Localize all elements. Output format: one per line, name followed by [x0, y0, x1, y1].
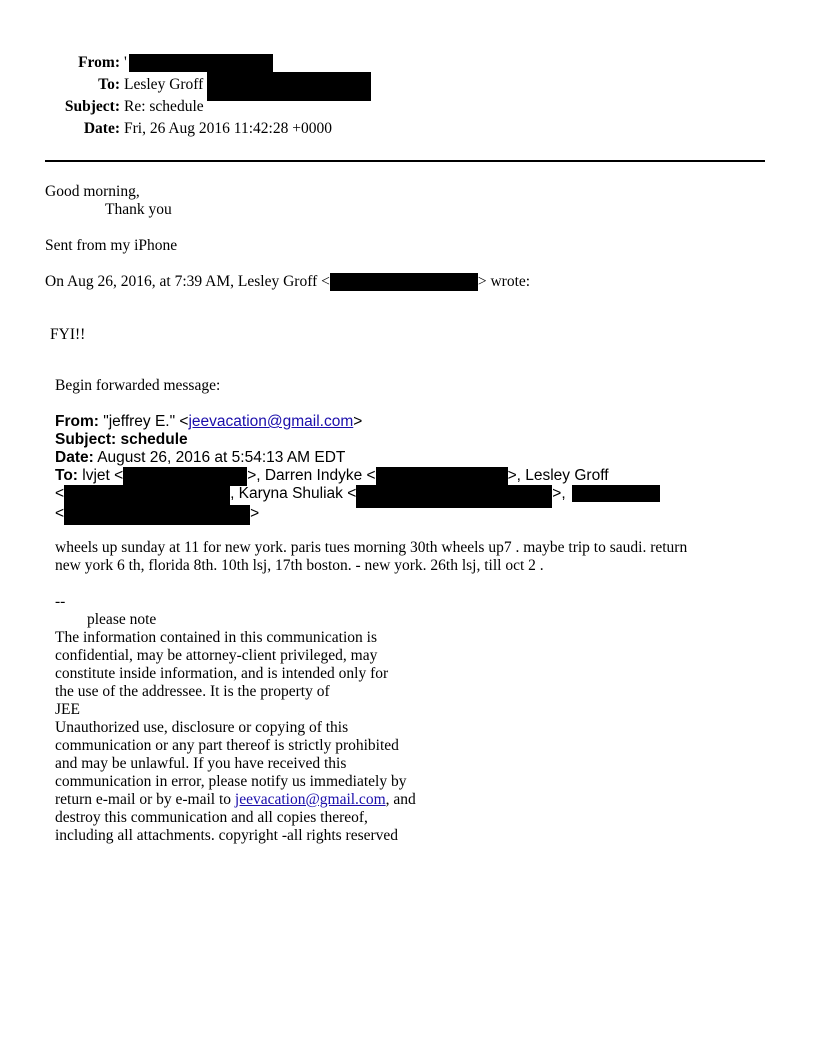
footer-line: communication in error, please notify us immediately by: [55, 773, 407, 790]
quote-intro-before: On Aug 26, 2016, at 7:39 AM, Lesley Groff <: [45, 273, 330, 290]
redaction-box: [64, 485, 230, 506]
quote-intro-after: > wrote:: [477, 273, 531, 290]
fwd-to-part2: >, Darren Indyke <: [247, 467, 376, 484]
redaction-box: [330, 273, 478, 291]
fwd-from-label: From:: [55, 413, 99, 430]
redaction-box: [572, 485, 660, 502]
redaction-box: [376, 467, 508, 486]
to-label: To:: [98, 76, 120, 93]
footer-attachments-line: including all attachments. copyright -all rights reserved: [55, 827, 399, 844]
footer-destroy-line: destroy this communication and all copies thereof,: [55, 809, 368, 826]
fyi-text: FYI!!: [50, 326, 86, 343]
fwd-to-line3-open: <: [55, 505, 65, 522]
fwd-date-value: August 26, 2016 at 5:54:13 AM EDT: [97, 449, 346, 466]
redaction-box: [123, 467, 247, 486]
fwd-to-label: To:: [55, 467, 78, 484]
date-value: Fri, 26 Aug 2016 11:42:28 +0000: [124, 120, 332, 137]
header-divider: [45, 160, 765, 162]
fwd-from-name: "jeffrey E." <: [103, 413, 189, 430]
footer-line: communication or any part thereof is strictly prohibited: [55, 737, 399, 754]
from-prefix: ': [124, 54, 127, 71]
quote-intro: [45, 273, 530, 291]
from-label: From:: [78, 54, 120, 71]
footer-line: and may be unlawful. If you have received this: [55, 755, 347, 772]
from-value: [124, 54, 273, 72]
subject-label: Subject:: [64, 98, 120, 115]
greeting: Good morning,: [45, 183, 140, 200]
footer-email-after: , and: [385, 791, 416, 808]
footer-line: the use of the addressee. It is the property of: [55, 683, 330, 700]
fwd-to-line3-close: >: [250, 505, 260, 522]
redaction-box: [64, 505, 250, 525]
footer-email-line: [55, 791, 416, 809]
to-name: Lesley Groff: [124, 76, 204, 93]
fwd-to-line2-open: <: [55, 485, 65, 502]
fwd-to-line2-mid: , Karyna Shuliak <: [230, 485, 357, 502]
fwd-to-part1: lvjet <: [82, 467, 124, 484]
date-label: Date:: [83, 120, 120, 137]
footer-line: Unauthorized use, disclosure or copying of this: [55, 719, 349, 736]
footer-line: confidential, may be attorney-client privileged, may: [55, 647, 378, 664]
fwd-from-close: >: [353, 413, 363, 430]
fwd-to-part3: >, Lesley Groff: [507, 467, 609, 484]
footer-line: constitute inside information, and is intended only for: [55, 665, 389, 682]
signature: Sent from my iPhone: [45, 237, 178, 254]
thanks: Thank you: [105, 201, 172, 218]
footer-line: The information contained in this communication is: [55, 629, 377, 646]
redaction-box: [129, 54, 273, 72]
footer-email-link[interactable]: jeevacation@gmail.com: [234, 791, 386, 808]
footer-dashes: --: [55, 593, 66, 610]
fwd-date-line: [55, 449, 345, 467]
fwd-to-line2-comma: >,: [552, 485, 566, 502]
fwd-from-line: [55, 413, 362, 431]
footer-please-note: please note: [87, 611, 157, 628]
fwd-to-line-3: [55, 505, 259, 525]
redaction-box: [356, 485, 552, 508]
fwd-to-line-1: [55, 467, 609, 486]
body-line-2: new york 6 th, florida 8th. 10th lsj, 17th boston. - new york. 26th lsj, till oct 2 .: [55, 557, 544, 574]
fwd-subject: Subject: schedule: [55, 431, 188, 448]
body-line-1: wheels up sunday at 11 for new york. paris tues morning 30th wheels up7 . maybe trip to saudi. return: [55, 539, 688, 556]
fwd-date-label: Date:: [55, 449, 94, 466]
redaction-box: [207, 72, 371, 101]
fwd-from-email-link[interactable]: jeevacation@gmail.com: [188, 413, 354, 430]
footer-email-before: return e-mail or by e-mail to: [55, 791, 235, 808]
footer-line: JEE: [55, 701, 80, 718]
subject-value: Re: schedule: [124, 98, 204, 115]
begin-forwarded: Begin forwarded message:: [55, 377, 221, 394]
